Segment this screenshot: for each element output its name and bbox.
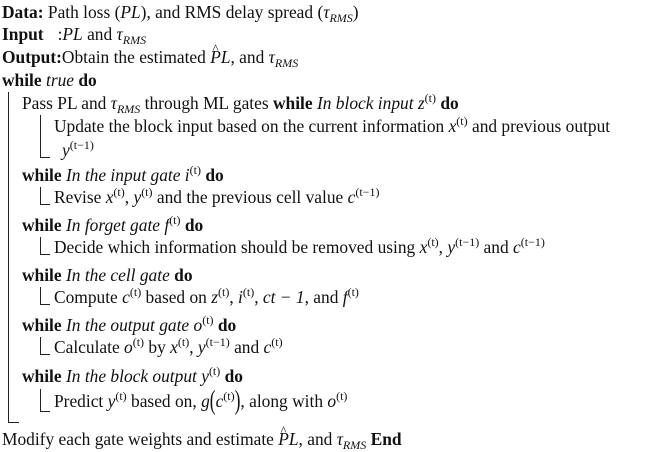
output-gate-line: while In the output gate $o^{(t)}$ do <box>22 313 237 335</box>
output-line: Output:Obtain the estimated ^ PL, and $\tau_{RMS}$ <box>2 46 298 68</box>
input-line: Input :PL and $\tau_{RMS}$ <box>2 24 147 47</box>
block-output-bar <box>40 389 41 411</box>
compute-line: Compute $c^{(t)}$ based on $z^{(t)}$, $i^{(t)}$, ct − 1, and $f^{(t)}$ <box>54 285 359 307</box>
data-label: Data: <box>2 2 44 22</box>
input-gate-line: while In the input gate $i^{(t)}$ do <box>22 163 224 185</box>
block-output-line: while In the block output $y^{(t)}$ do <box>22 364 243 386</box>
cell-gate-tick <box>40 304 50 305</box>
decide-line: Decide which information should be removed using $x^{(t)}$, $y^{(t-1)}$ and $c^{(t-1)}$ <box>54 235 545 257</box>
block-output-tick <box>40 411 50 412</box>
output-gate-bar <box>40 337 41 354</box>
calculate-line: Calculate $o^{(t)}$ by $x^{(t)}$, $y^{(t-1)}$ and $c^{(t)}$ <box>54 335 283 357</box>
data-line: Data: Path loss (PL), and RMS delay spread $(\tau_{RMS})$ <box>2 2 359 25</box>
forget-gate-line: while In forget gate $f^{(t)}$ do <box>22 213 204 235</box>
hat-pl: ^ P <box>210 46 221 68</box>
cell-gate-bar <box>40 287 41 304</box>
output-gate-tick <box>40 354 50 355</box>
modify-line: Modify each gate weights and estimate ^ PL, and $\tau_{RMS}$ End <box>2 428 402 450</box>
outer-loop-tick <box>8 422 19 423</box>
block-input-bar <box>40 115 41 157</box>
output-label: Output: <box>2 47 62 67</box>
outer-loop-bar <box>8 92 9 422</box>
input-gate-bar <box>40 187 41 204</box>
forget-gate-bar <box>40 237 41 254</box>
input-label: Input <box>2 24 44 44</box>
forget-gate-tick <box>40 254 50 255</box>
revise-line: Revise $x^{(t)}$, $y^{(t)}$ and the previous cell value $c^{(t-1)}$ <box>54 185 380 207</box>
while-true-line: while true do <box>2 70 97 90</box>
predict-line: Predict $y^{(t)}$ based on, $g(c^{(t)})$, along with $o^{(t)}$ <box>54 384 348 416</box>
hat-pl-final: ^ P <box>278 428 289 450</box>
update-line-cont: $y^{(t-1)}$ <box>62 138 94 160</box>
cell-gate-line: while In the cell gate do <box>22 265 193 285</box>
input-gate-tick <box>40 204 50 205</box>
update-line: Update the block input based on the current information $x^{(t)}$ and previous output <box>54 114 611 136</box>
block-input-tick <box>40 157 50 158</box>
pass-line: Pass PL and $\tau_{RMS}$ through ML gates while In block input $z^{(t)}$ do <box>22 91 459 116</box>
